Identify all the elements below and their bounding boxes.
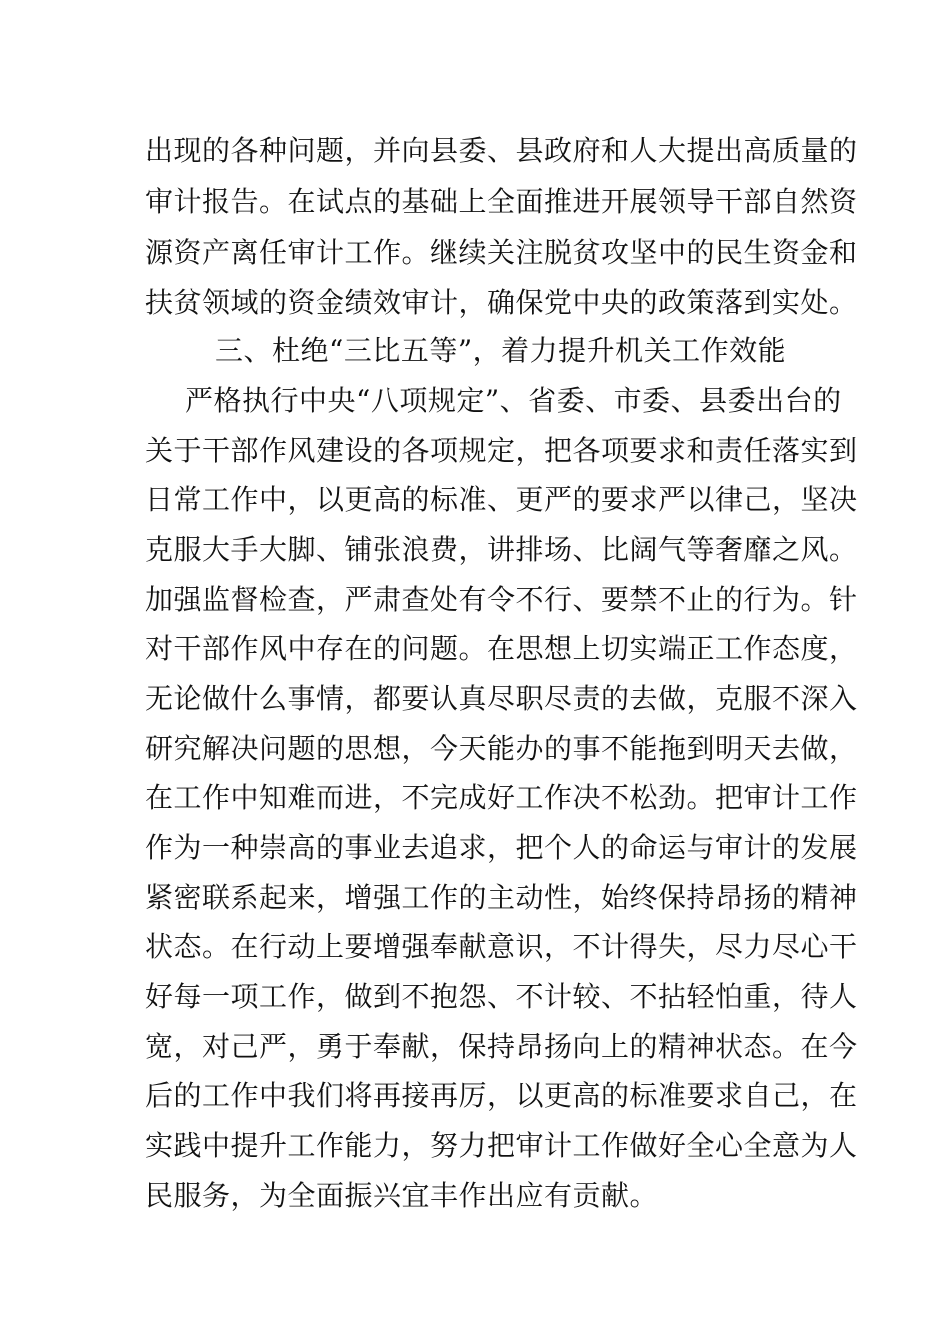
text-line: 源资产离任审计工作。继续关注脱贫攻坚中的民生资金和 xyxy=(145,236,858,269)
text-line: 状态。在行动上要增强奉献意识，不计得失，尽力尽心干 xyxy=(145,930,858,963)
text-line: 紧密联系起来，增强工作的主动性，始终保持昂扬的精神 xyxy=(145,881,858,914)
text-line: 民服务，为全面振兴宜丰作出应有贡献。 xyxy=(145,1179,659,1212)
text-line: 无论做什么事情，都要认真尽职尽责的去做，克服不深入 xyxy=(145,682,858,715)
text-line: 宽，对己严，勇于奉献，保持昂扬向上的精神状态。在今 xyxy=(145,1030,858,1063)
text-line: 日常工作中，以更高的标准、更严的要求严以律己，坚决 xyxy=(145,483,858,516)
section-heading: 三、杜绝“三比五等”，着力提升机关工作效能 xyxy=(215,334,787,367)
text-line: 扶贫领域的资金绩效审计，确保党中央的政策落到实处。 xyxy=(145,286,858,319)
text-line: 研究解决问题的思想，今天能办的事不能拖到明天去做， xyxy=(145,732,858,765)
text-line: 审计报告。在试点的基础上全面推进开展领导干部自然资 xyxy=(145,185,858,218)
text-line: 在工作中知难而进，不完成好工作决不松劲。把审计工作 xyxy=(145,781,858,814)
paragraph-first-line: 严格执行中央“八项规定”、省委、市委、县委出台的 xyxy=(185,384,842,417)
text-line: 后的工作中我们将再接再厉，以更高的标准要求自己，在 xyxy=(145,1079,858,1112)
text-line: 好每一项工作，做到不抱怨、不计较、不拈轻怕重，待人 xyxy=(145,980,858,1013)
text-line: 对干部作风中存在的问题。在思想上切实端正工作态度， xyxy=(145,632,858,665)
text-line: 出现的各种问题，并向县委、县政府和人大提出高质量的 xyxy=(145,134,858,167)
text-line: 作为一种崇高的事业去追求，把个人的命运与审计的发展 xyxy=(145,831,858,864)
text-line: 克服大手大脚、铺张浪费，讲排场、比阔气等奢靡之风。 xyxy=(145,533,858,566)
text-line: 实践中提升工作能力，努力把审计工作做好全心全意为人 xyxy=(145,1129,858,1162)
text-line: 加强监督检查，严肃查处有令不行、要禁不止的行为。针 xyxy=(145,583,858,616)
text-line: 关于干部作风建设的各项规定，把各项要求和责任落实到 xyxy=(145,434,858,467)
